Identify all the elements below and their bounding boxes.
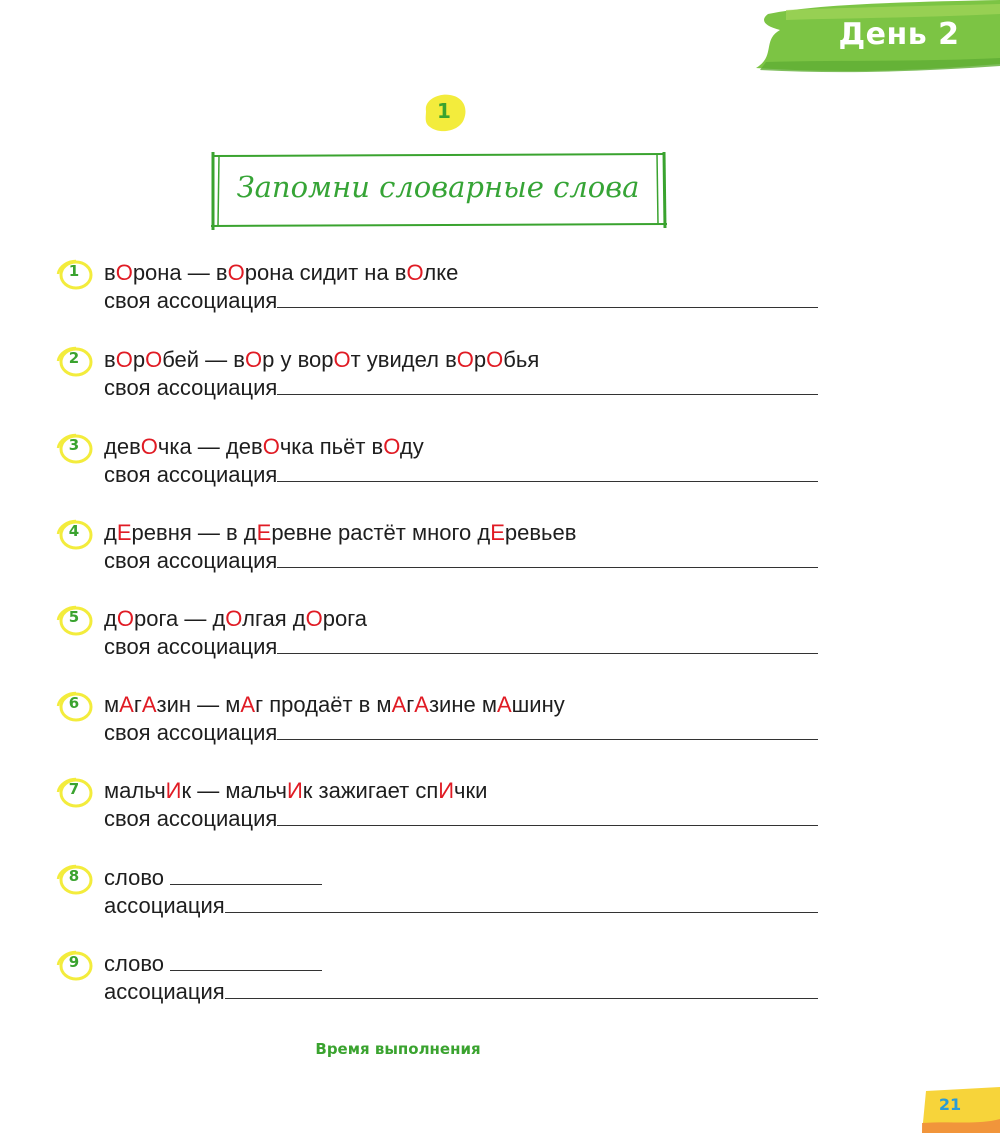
association-label: своя ассоциация [104,806,278,831]
time-label: Время выполнения [315,1040,481,1058]
association-line [104,634,818,660]
mnemonic-text: рога [322,606,368,631]
mnemonic-text: дев [104,434,141,459]
mnemonic-text: в [104,260,116,285]
word-label: слово [104,951,171,976]
mnemonic-text: рона — в [132,260,228,285]
word-mnemonic [104,778,487,804]
mnemonic-text: чка пьёт в [279,434,384,459]
highlighted-letter: О [486,347,504,372]
highlighted-letter: О [115,347,133,372]
mnemonic-text: р у вор [262,347,334,372]
association-label: своя ассоциация [104,720,278,745]
mnemonic-text: чка — дев [157,434,263,459]
mnemonic-text: м [104,692,120,717]
mnemonic-text: рона сидит на в [244,260,407,285]
highlighted-letter: О [406,260,424,285]
mnemonic-text: ду [399,434,424,459]
highlighted-letter: О [262,434,280,459]
highlighted-letter: А [141,692,157,717]
list-item [54,432,834,492]
association-answer-line[interactable] [277,463,818,482]
highlighted-letter: Е [116,520,132,545]
association-answer-line[interactable] [277,721,818,740]
highlighted-letter: Е [490,520,505,545]
word-line [104,865,322,891]
mnemonic-text: шину [511,692,565,717]
word-line [104,951,322,977]
mnemonic-text: лке [423,260,459,285]
highlighted-letter: О [227,260,245,285]
item-number-badge [54,949,94,983]
association-label: ассоциация [104,979,225,1004]
item-number: 2 [68,349,80,367]
item-number-badge [54,258,94,292]
highlighted-letter: А [496,692,512,717]
item-number-badge [54,345,94,379]
page-tab [922,1085,1000,1133]
item-number: 6 [68,694,80,712]
word-mnemonic [104,520,576,546]
highlighted-letter: А [240,692,256,717]
association-line [104,548,818,574]
word-mnemonic [104,434,424,460]
highlighted-letter: А [414,692,429,717]
association-answer-line[interactable] [277,289,818,308]
list-item [54,345,834,405]
association-line [104,288,818,314]
highlighted-letter: Е [256,520,272,545]
mnemonic-text: ревьев [504,520,577,545]
highlighted-letter: О [115,260,133,285]
association-line [104,720,818,746]
highlighted-letter: И [286,778,303,803]
association-label: своя ассоциация [104,634,278,659]
highlighted-letter: О [244,347,263,372]
word-mnemonic [104,347,539,373]
item-number-badge [54,690,94,724]
mnemonic-text: к — мальч [181,778,287,803]
mnemonic-text: чки [454,778,488,803]
item-number: 9 [68,953,80,971]
item-number: 1 [68,262,80,280]
day-label: День 2 [838,17,960,52]
section-title: Запомни словарные слова [236,170,640,204]
day-banner [756,0,1000,76]
list-item [54,258,834,318]
mnemonic-text: мальч [104,778,166,803]
association-line [104,462,818,488]
mnemonic-text: ревне растёт много д [271,520,491,545]
highlighted-letter: И [165,778,182,803]
association-line [104,979,818,1005]
mnemonic-text: д [104,520,117,545]
list-item [54,776,834,836]
item-number-badge [54,432,94,466]
item-number: 4 [68,522,80,540]
highlighted-letter: О [225,606,243,631]
task-number: 1 [437,99,451,123]
highlighted-letter: О [140,434,158,459]
highlighted-letter: О [116,606,134,631]
item-number: 7 [68,780,80,798]
list-item [54,518,834,578]
list-item [54,949,834,1009]
highlighted-letter: О [333,347,351,372]
association-label: своя ассоциация [104,548,278,573]
mnemonic-text: ревня — в д [131,520,257,545]
association-answer-line[interactable] [225,894,818,913]
mnemonic-text: г [133,692,142,717]
list-item [54,863,834,923]
highlighted-letter: О [305,606,323,631]
association-label: своя ассоциация [104,462,278,487]
item-number: 3 [68,436,80,454]
association-answer-line[interactable] [277,376,818,395]
mnemonic-text: г [406,692,415,717]
list-item [54,690,834,750]
mnemonic-text: лгая д [242,606,306,631]
association-line [104,893,818,919]
mnemonic-text: р [473,347,487,372]
association-label: ассоциация [104,893,225,918]
item-number: 8 [68,867,80,885]
highlighted-letter: А [391,692,407,717]
association-line [104,806,818,832]
association-line [104,375,818,401]
item-number: 5 [68,608,80,626]
mnemonic-text: зин — м [156,692,241,717]
highlighted-letter: И [438,778,455,803]
mnemonic-text: р [132,347,146,372]
mnemonic-text: бья [503,347,540,372]
mnemonic-text: д [104,606,117,631]
item-number-badge [54,776,94,810]
word-mnemonic [104,260,458,286]
word-mnemonic [104,692,565,718]
mnemonic-text: бей — в [162,347,245,372]
item-number-badge [54,863,94,897]
item-number-badge [54,604,94,638]
highlighted-letter: О [456,347,474,372]
word-answer-line[interactable] [170,952,322,971]
task-number-badge [418,91,470,135]
highlighted-letter: А [119,692,134,717]
highlighted-letter: О [145,347,163,372]
item-number-badge [54,518,94,552]
page-number: 21 [938,1095,962,1114]
word-answer-line[interactable] [170,866,322,885]
mnemonic-text: зине м [428,692,497,717]
mnemonic-text: т увидел в [350,347,457,372]
word-mnemonic [104,606,367,632]
association-answer-line[interactable] [277,807,818,826]
association-label: своя ассоциация [104,375,278,400]
list-item [54,604,834,664]
association-answer-line[interactable] [277,549,818,568]
mnemonic-text: в [104,347,116,372]
association-label: своя ассоциация [104,288,278,313]
word-label: слово [104,865,171,890]
mnemonic-text: к зажигает сп [302,778,439,803]
highlighted-letter: О [383,434,400,459]
title-frame [205,152,671,230]
association-answer-line[interactable] [277,635,818,654]
mnemonic-text: г продаёт в м [255,692,392,717]
mnemonic-text: рога — д [133,606,226,631]
association-answer-line[interactable] [225,980,818,999]
